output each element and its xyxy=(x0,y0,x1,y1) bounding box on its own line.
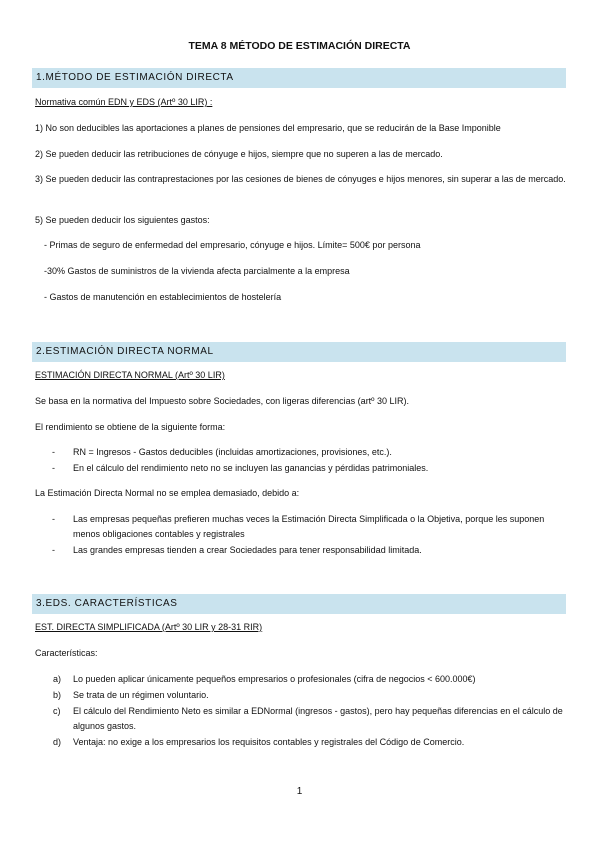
list-letter-c: c) xyxy=(53,706,61,716)
bullet-dash: - xyxy=(52,545,55,555)
s2-paragraph-1: Se basa en la normativa del Impuesto sobre Sociedades, con ligeras diferencias (artº 30 LIR). xyxy=(35,396,409,406)
s2-bullet-3: Las empresas pequeñas prefieren muchas veces la Estimación Directa Simplificada o la Objetiva, porque les suponen menos obligaciones contables y registrales xyxy=(73,514,545,539)
document-title: TEMA 8 MÉTODO DE ESTIMACIÓN DIRECTA xyxy=(188,40,411,52)
s3-item-a: Lo pueden aplicar únicamente pequeños empresarios o profesionales (cifra de negocios < 600.000€) xyxy=(73,674,476,684)
s3-paragraph-1: Características: xyxy=(35,648,98,658)
s1-paragraph-3: 3) Se pueden deducir las contraprestaciones por las cesiones de bienes de cónyuges e hijos menores, sin superar a las de mercado. xyxy=(35,174,566,184)
s1-expense-item-2: -30% Gastos de suministros de la vivienda afecta parcialmente a la empresa xyxy=(44,266,350,276)
s1-paragraph-4: 5) Se pueden deducir los siguientes gastos: xyxy=(35,215,210,225)
bullet-dash: - xyxy=(52,463,55,473)
section-2-heading: 2.ESTIMACIÓN DIRECTA NORMAL xyxy=(32,342,566,362)
section-3-heading: 3.EDS. CARACTERÍSTICAS xyxy=(32,594,566,614)
list-letter-b: b) xyxy=(53,690,62,700)
section-2-subheading: ESTIMACIÓN DIRECTA NORMAL (Artº 30 LIR) xyxy=(35,370,225,380)
s2-bullet-4: Las grandes empresas tienden a crear Sociedades para tener responsabilidad limitada. xyxy=(73,545,422,555)
s2-bullet-2: En el cálculo del rendimiento neto no se incluyen las ganancias y pérdidas patrimoniales. xyxy=(73,463,429,473)
s1-paragraph-2: 2) Se pueden deducir las retribuciones de cónyuge e hijos, siempre que no superen a las de mercado. xyxy=(35,149,443,159)
s1-paragraph-1: 1) No son deducibles las aportaciones a planes de pensiones del empresario, que se reducirán de la Base Imponible xyxy=(35,123,501,133)
section-3-subheading: EST. DIRECTA SIMPLIFICADA (Artº 30 LIR y 28-31 RIR) xyxy=(35,622,263,632)
s3-item-b: Se trata de un régimen voluntario. xyxy=(73,690,209,700)
s1-expense-item-3: - Gastos de manutención en establecimientos de hostelería xyxy=(44,292,282,302)
s2-paragraph-3: La Estimación Directa Normal no se emplea demasiado, debido a: xyxy=(35,488,300,498)
section-1-subheading: Normativa común EDN y EDS (Artº 30 LIR) : xyxy=(35,97,213,107)
s1-expense-item-1: - Primas de seguro de enfermedad del empresario, cónyuge e hijos. Límite= 500€ por persona xyxy=(44,240,421,250)
list-letter-a: a) xyxy=(53,674,62,684)
section-1-heading: 1.MÉTODO DE ESTIMACIÓN DIRECTA xyxy=(32,68,566,88)
s2-paragraph-2: El rendimiento se obtiene de la siguiente forma: xyxy=(35,422,226,432)
s2-bullet-1: RN = Ingresos - Gastos deducibles (incluidas amortizaciones, provisiones, etc.). xyxy=(73,447,392,457)
bullet-dash: - xyxy=(52,514,55,524)
bullet-dash: - xyxy=(52,447,55,457)
s3-item-d: Ventaja: no exige a los empresarios los requisitos contables y registrales del Código de Comercio. xyxy=(73,737,465,747)
page-number: 1 xyxy=(296,786,303,797)
list-letter-d: d) xyxy=(53,737,62,747)
s3-item-c: El cálculo del Rendimiento Neto es similar a EDNormal (ingresos - gastos), pero hay pequeñas diferencias en el cálculo de algunos gastos. xyxy=(73,706,563,731)
